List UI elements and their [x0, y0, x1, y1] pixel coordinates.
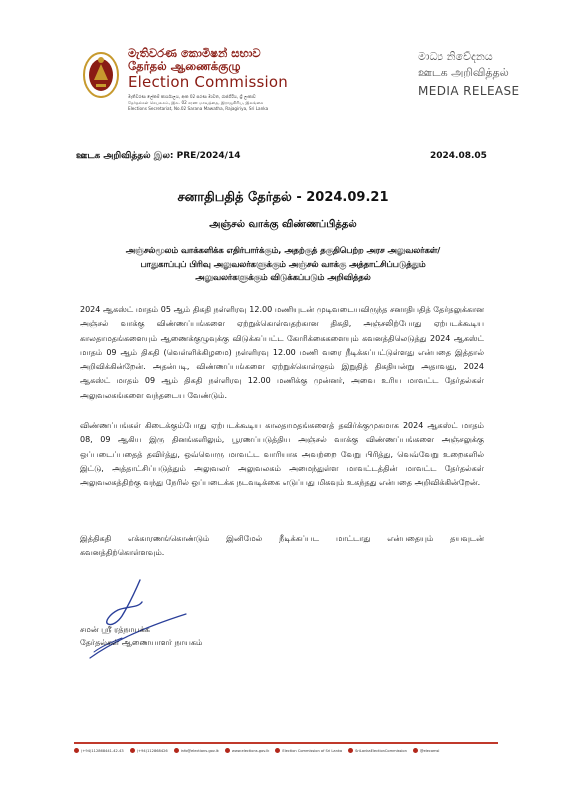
- letterhead: [74, 44, 520, 132]
- org-name-tamil: தேர்தல் ஆணைக்குழு: [128, 59, 241, 73]
- org-name-sinhala: මැතිවරණ කොමිෂන් සභාව: [128, 46, 261, 60]
- media-label-tamil: ஊடக அறிவித்தல்: [418, 66, 509, 79]
- media-label-english: MEDIA RELEASE: [418, 84, 520, 98]
- address-sinhala: මැතිවරණ ලේකම් කාර්යාලය, අංක 02 සරණ මාවත, රාජගිරිය, ශ්‍රී ලංකාව: [128, 94, 256, 99]
- body-paragraph-3: இத்திகதி எக்காரணங்கொண்டும் இனிமேல் நீடிக்கப்பட மாட்டாது என்பதையும் தயவுடன் கவனத்திற்கொள்ளவும்.: [80, 534, 484, 558]
- media-release-label: [418, 50, 520, 98]
- footer-youtube[interactable]: [413, 748, 440, 753]
- media-label-sinhala: මාධ්‍ය නිවේදනය: [418, 50, 493, 63]
- globe-icon: [225, 748, 230, 753]
- facebook-icon: [275, 748, 280, 753]
- footer-fax: [130, 748, 168, 753]
- release-number: ஊடக அறிவித்தல் இல: PRE/2024/14: [76, 151, 241, 161]
- email-address[interactable]: info@elections.gov.lk: [180, 748, 219, 753]
- release-date: 2024.08.05: [430, 151, 487, 161]
- footer-phone: [74, 748, 124, 753]
- website-link[interactable]: www.elections.gov.lk: [231, 748, 270, 753]
- signature-image: [82, 572, 192, 662]
- footer-divider: [74, 742, 498, 744]
- notice-heading: [112, 244, 454, 285]
- footer-website[interactable]: [225, 748, 269, 753]
- facebook-link[interactable]: Election Commission of Sri Lanka: [282, 748, 343, 753]
- twitter-icon: [348, 748, 353, 753]
- twitter-link[interactable]: SriLankaElectionCommission: [355, 748, 407, 753]
- footer-facebook[interactable]: [275, 748, 342, 753]
- footer-email[interactable]: [174, 748, 219, 753]
- youtube-icon: [413, 748, 418, 753]
- document-subtitle: அஞ்சல் வாக்கு விண்ணப்பித்தல்: [209, 219, 357, 230]
- org-name-english: Election Commission: [128, 73, 288, 91]
- fax-icon: [130, 748, 135, 753]
- national-emblem-icon: [82, 50, 120, 100]
- heading-line: அஞ்சல்மூலம் வாக்களிக்க எதிர்பார்க்கும், அதற்குத் தகுதிபெற்ற அரச அலுவலர்கள்/: [125, 245, 441, 255]
- document-title: சனாதிபதித் தேர்தல் - 2024.09.21: [177, 190, 389, 205]
- heading-line: அலுவலர்களுக்கும் விடுக்கப்படும் அறிவித்தல்: [195, 272, 371, 282]
- address-english: Elections Secretariat, No.02 Sarana Mawatha, Rajagiriya, Sri Lanka: [128, 106, 269, 111]
- phone-number: (+94)112868441-42-43: [81, 748, 124, 753]
- phone-icon: [74, 748, 79, 753]
- heading-line: பாதுகாப்புப் பிரிவு அலுவலர்களுக்கும் அஞ்சல் வாக்கு அத்தாட்சிப்படுத்தும்: [140, 258, 426, 269]
- signer-role: தேர்தல்கள் ஆணையாளர் நாயகம்: [80, 638, 203, 647]
- youtube-link[interactable]: @elecomsl: [419, 748, 440, 753]
- body-paragraph-1: 2024 ஆகஸ்ட் மாதம் 05 ஆம் திகதி நள்ளிரவு 12.00 மணியுடன் முடிவடையவிருந்த சனாதிபதித் தேர்தலுக்கான அஞ்சல் வாக்கு விண்ணப்பங்களை ஏற்றுக்கொள்வதற்கான திகதி, அஞ்சலிற்போது ஏற்படக்கூடிய காலதாமதங்களையும் ஆணைக்குழுவுக்கு விடுக்கப்பட்ட கோரிக்கைகளையும் கவனத்திலெடுத்து 2024 ஆகஸ்ட் மாதம் 09 ஆம் திகதி (வெள்ளிக்கிழமை) நள்ளிரவு 12.00 மணி வரை நீடிக்கப்பட்டுள்ளது என்பதை இத்தால் அறிவிக்கின்றேன். அதன்படி, விண்ணப்பங்களை ஏற்றுக்கொள்ளும் இறுதித் திகதியன்று அதாவது, 2024 ஆகஸ்ட் மாதம் 09 ஆம் திகதி நள்ளிரவு 12.00 மணிக்கு முன்னர், அவை உரிய மாவட்ட தேர்தல்கள் அலுவலகங்களை வந்தடைய வேண்டும்.: [80, 305, 485, 400]
- fax-number: (+94)112868426: [136, 748, 168, 753]
- footer-twitter[interactable]: [348, 748, 407, 753]
- signer-name: சமன் ஸ்ரீ ரத்நாயக்க: [80, 625, 150, 634]
- email-icon: [174, 748, 179, 753]
- body-paragraph-2: விண்ணப்பங்கள் கிடைக்கும்போது ஏற்படக்கூடிய காலதாமதங்களைத் தவிர்க்குமுகமாக 2024 ஆகஸ்ட் மாதம் 08, 09 ஆகிய இரு தினங்களிலும், பூரணப்படுத்திய அஞ்சல் வாக்கு விண்ணப்பங்களை அஞ்சலுக்கு ஒப்படைப்பதைத் தவிர்த்து, ஒவ்வொரு மாவட்ட வாரியாக அவற்றை வேறு பிரித்து, வெவ்வேறு உறைகளில் இட்டு, அத்தாட்சிப்படுத்தும் அலுவலர் அலுவலகம் அமைந்துள்ள மாவட்டத்தின் மாவட்ட தேர்தல்கள் அலுவலகத்திற்கு வந்து நேரில் ஒப்படைக்க நடவடிக்கை எடுப்பது மிகவும் உகந்தது என்பதை அறிவிக்கின்றேன்.: [80, 421, 484, 488]
- address-tamil: தேர்தல்கள் செயலகம், இல. 02 சரண மாவத்தை, இராஜகிரிய, இலங்கை: [128, 100, 264, 105]
- contact-footer: [74, 748, 506, 753]
